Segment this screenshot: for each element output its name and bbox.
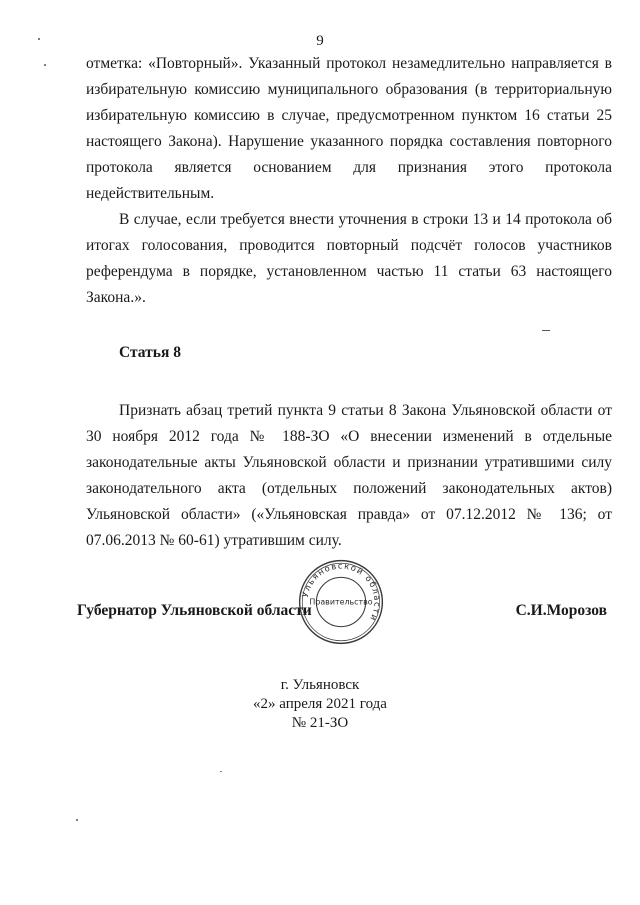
footer-block bbox=[0, 676, 640, 733]
scan-speck bbox=[38, 38, 40, 40]
paragraph-1: отметка: «Повторный». Указанный протокол незамедлительно направляется в избирательную комиссию муниципального образования (в территориальную избирательную комиссию в случае, предусмотренном пунктом 16 статьи 25 настоящего Закона). Нарушение указанного порядка составления повторного протокола является основанием для признания этого протокола недействительным. bbox=[86, 55, 612, 202]
scan-speck bbox=[220, 771, 222, 772]
signature-title: Губернатор Ульяновской области bbox=[77, 602, 312, 619]
stamp-ring-text: Ульяновской области bbox=[299, 560, 383, 624]
signature-name: С.И.Морозов bbox=[515, 602, 607, 619]
scan-speck bbox=[542, 330, 550, 331]
scan-speck bbox=[76, 819, 78, 821]
page-number: 9 bbox=[316, 33, 324, 49]
scan-speck bbox=[44, 64, 46, 66]
stamp-center-text: Правительство bbox=[309, 597, 373, 607]
footer-date: «2» апреля 2021 года bbox=[253, 696, 387, 712]
footer-city: г. Ульяновск bbox=[280, 677, 360, 693]
footer-number: № 21-ЗО bbox=[291, 715, 349, 731]
article-heading: Статья 8 bbox=[119, 344, 181, 361]
paragraph-2: В случае, если требуется внести уточнения в строки 13 и 14 протокола об итогах голосования, проводится повторный подсчёт голосов участников референдума в порядке, установленном частью 11 статьи 63 настоящего Закона.». bbox=[86, 211, 612, 306]
svg-text:Ульяновской области bbox=[300, 561, 383, 624]
official-seal-stamp bbox=[297, 558, 385, 646]
paragraph-3: Признать абзац третий пункта 9 статьи 8 Закона Ульяновской области от 30 ноября 2012 года № 188-ЗО «О внесении изменений в отдельные законодательные акты Ульяновской области и признании утратившими силу законодательного акта (отдельных положений законодательных актов) Ульяновской области» («Ульяновская правда» от 07.12.2012 № 136; от 07.06.2013 № 60-61) утратившим силу. bbox=[86, 402, 612, 549]
